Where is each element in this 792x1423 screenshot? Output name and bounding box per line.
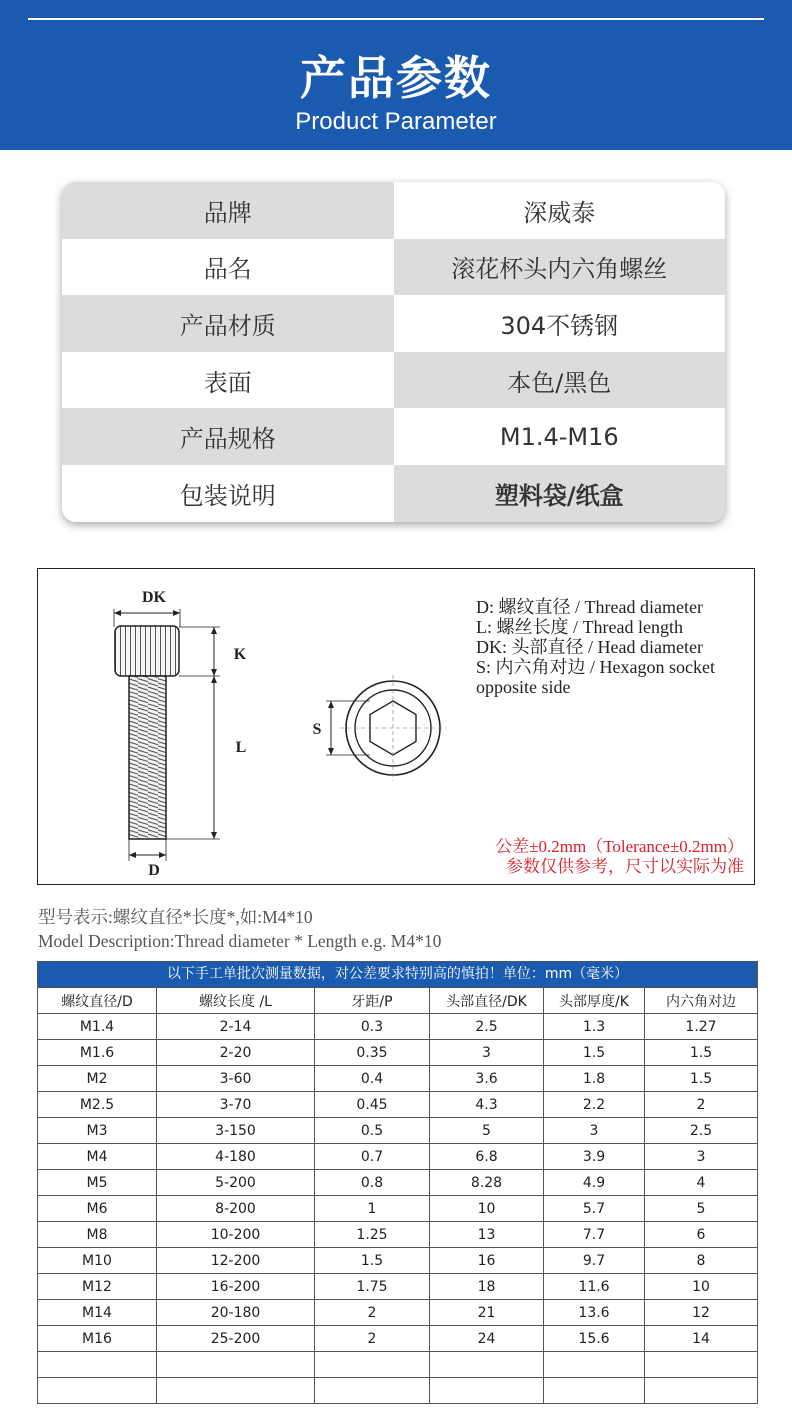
param-row xyxy=(62,295,725,352)
s-label: S xyxy=(312,721,322,738)
table-cell xyxy=(645,1352,758,1378)
table-cell: 1.25 xyxy=(315,1222,430,1248)
table-cell: 10 xyxy=(430,1196,544,1222)
table-cell: 3 xyxy=(544,1118,645,1144)
legend-line: DK: 头部直径 / Head diameter xyxy=(476,637,703,657)
param-value: 塑料袋/纸盒 xyxy=(394,465,726,522)
spec-table xyxy=(37,961,758,1404)
table-cell: 14 xyxy=(645,1326,758,1352)
table-cell: 2-14 xyxy=(157,1014,315,1040)
legend-line: opposite side xyxy=(476,677,571,697)
table-cell: 3-60 xyxy=(157,1066,315,1092)
k-label: K xyxy=(233,646,247,663)
spec-column-header: 螺纹长度 /L xyxy=(157,988,315,1014)
reference-note: 参数仅供参考，尺寸以实际为准 xyxy=(506,857,744,876)
spec-column-header: 头部厚度/K xyxy=(544,988,645,1014)
table-row xyxy=(38,1248,758,1274)
page-title: 产品参数 xyxy=(300,51,492,105)
table-row xyxy=(38,1066,758,1092)
spec-column-header: 牙距/P xyxy=(315,988,430,1014)
table-cell: 4 xyxy=(645,1170,758,1196)
table-cell: M2.5 xyxy=(38,1092,157,1118)
table-cell: 1.8 xyxy=(544,1066,645,1092)
table-cell: 13.6 xyxy=(544,1300,645,1326)
table-cell: 3 xyxy=(645,1144,758,1170)
table-cell xyxy=(544,1352,645,1378)
table-cell: 18 xyxy=(430,1274,544,1300)
table-cell: 3-70 xyxy=(157,1092,315,1118)
tolerance-note xyxy=(495,837,744,877)
table-cell: M10 xyxy=(38,1248,157,1274)
legend-line: L: 螺丝长度 / Thread length xyxy=(476,617,683,637)
param-label: 产品规格 xyxy=(62,408,394,465)
table-cell: 3.6 xyxy=(430,1066,544,1092)
table-cell: 2 xyxy=(315,1326,430,1352)
table-cell: 2-20 xyxy=(157,1040,315,1066)
table-row xyxy=(38,1378,758,1404)
table-cell: 5 xyxy=(645,1196,758,1222)
d-dimension xyxy=(129,839,166,861)
param-label: 品名 xyxy=(62,239,394,296)
k-dimension xyxy=(179,627,220,676)
header-banner xyxy=(0,0,792,150)
socket-top-view xyxy=(340,675,446,781)
dimension-diagram xyxy=(37,568,755,885)
param-row xyxy=(62,465,725,522)
table-cell xyxy=(157,1378,315,1404)
table-cell: 21 xyxy=(430,1300,544,1326)
table-row xyxy=(38,1014,758,1040)
table-cell: M1.4 xyxy=(38,1014,157,1040)
table-cell: M4 xyxy=(38,1144,157,1170)
param-value: 304不锈钢 xyxy=(394,295,726,352)
table-cell: M16 xyxy=(38,1326,157,1352)
table-cell: 15.6 xyxy=(544,1326,645,1352)
table-cell: 0.45 xyxy=(315,1092,430,1118)
table-cell: 1.5 xyxy=(645,1066,758,1092)
table-cell: 2.5 xyxy=(645,1118,758,1144)
table-cell: M1.6 xyxy=(38,1040,157,1066)
param-label: 品牌 xyxy=(62,182,394,239)
table-cell: 7.7 xyxy=(544,1222,645,1248)
table-cell xyxy=(315,1352,430,1378)
table-cell: M14 xyxy=(38,1300,157,1326)
table-cell: 1.75 xyxy=(315,1274,430,1300)
table-cell: 3.9 xyxy=(544,1144,645,1170)
table-cell: 16-200 xyxy=(157,1274,315,1300)
param-label: 表面 xyxy=(62,352,394,409)
table-cell: 8 xyxy=(645,1248,758,1274)
spec-column-header: 螺纹直径/D xyxy=(38,988,157,1014)
table-cell: 5.7 xyxy=(544,1196,645,1222)
table-cell: 0.8 xyxy=(315,1170,430,1196)
table-cell: 8.28 xyxy=(430,1170,544,1196)
legend-line: S: 内六角对边 / Hexagon socket xyxy=(476,657,715,677)
table-cell: 2.2 xyxy=(544,1092,645,1118)
param-row xyxy=(62,408,725,465)
table-row xyxy=(38,1170,758,1196)
l-label: L xyxy=(235,739,247,756)
param-value: 本色/黑色 xyxy=(394,352,726,409)
table-cell: 2.5 xyxy=(430,1014,544,1040)
table-cell xyxy=(38,1352,157,1378)
table-cell xyxy=(430,1378,544,1404)
page-subtitle: Product Parameter xyxy=(295,108,497,135)
table-cell xyxy=(157,1352,315,1378)
table-cell: 12-200 xyxy=(157,1248,315,1274)
table-cell xyxy=(38,1378,157,1404)
param-row xyxy=(62,182,725,239)
table-cell: 10 xyxy=(645,1274,758,1300)
table-cell: M12 xyxy=(38,1274,157,1300)
legend-line: D: 螺纹直径 / Thread diameter xyxy=(476,597,703,617)
table-cell: 4.9 xyxy=(544,1170,645,1196)
table-cell: M2 xyxy=(38,1066,157,1092)
screw-head xyxy=(115,626,179,676)
l-dimension xyxy=(166,676,220,839)
table-cell: M8 xyxy=(38,1222,157,1248)
table-cell: 24 xyxy=(430,1326,544,1352)
table-cell: 3 xyxy=(430,1040,544,1066)
param-value: M1.4-M16 xyxy=(394,408,726,465)
table-cell: 4.3 xyxy=(430,1092,544,1118)
table-cell: 9.7 xyxy=(544,1248,645,1274)
table-cell: 25-200 xyxy=(157,1326,315,1352)
param-row xyxy=(62,239,725,296)
table-cell: M6 xyxy=(38,1196,157,1222)
param-label: 产品材质 xyxy=(62,295,394,352)
table-cell: 5-200 xyxy=(157,1170,315,1196)
table-cell: M5 xyxy=(38,1170,157,1196)
table-cell: 1 xyxy=(315,1196,430,1222)
table-row xyxy=(38,1300,758,1326)
table-cell: 0.7 xyxy=(315,1144,430,1170)
table-cell: 0.4 xyxy=(315,1066,430,1092)
model-description-cn: 型号表示:螺纹直径*长度*,如:M4*10 xyxy=(38,907,313,927)
diagram-legend xyxy=(476,597,756,697)
param-value: 滚花杯头内六角螺丝 xyxy=(394,239,726,296)
table-cell: 12 xyxy=(645,1300,758,1326)
model-description xyxy=(38,905,441,953)
table-row xyxy=(38,1274,758,1300)
d-label: D xyxy=(148,862,160,879)
header-rule xyxy=(28,18,764,20)
spec-table-body xyxy=(38,1014,758,1404)
table-cell: 10-200 xyxy=(157,1222,315,1248)
spec-column-header: 头部直径/DK xyxy=(430,988,544,1014)
table-cell: 6.8 xyxy=(430,1144,544,1170)
table-cell: 1.5 xyxy=(315,1248,430,1274)
table-cell: 0.35 xyxy=(315,1040,430,1066)
screw-shank xyxy=(129,676,166,839)
table-cell xyxy=(315,1378,430,1404)
table-cell: 3-150 xyxy=(157,1118,315,1144)
model-description-en: Model Description:Thread diameter * Length e.g. M4*10 xyxy=(38,931,442,951)
table-cell: 1.5 xyxy=(645,1040,758,1066)
spec-header-row xyxy=(38,988,758,1014)
table-cell: 20-180 xyxy=(157,1300,315,1326)
table-cell: 4-180 xyxy=(157,1144,315,1170)
table-cell: 0.3 xyxy=(315,1014,430,1040)
table-cell: 1.27 xyxy=(645,1014,758,1040)
param-label: 包装说明 xyxy=(62,465,394,522)
table-cell: 16 xyxy=(430,1248,544,1274)
table-row xyxy=(38,1196,758,1222)
table-cell: 8-200 xyxy=(157,1196,315,1222)
table-row xyxy=(38,1092,758,1118)
table-row xyxy=(38,1222,758,1248)
table-cell: 6 xyxy=(645,1222,758,1248)
table-row xyxy=(38,1326,758,1352)
spec-column-header: 内六角对边 xyxy=(645,988,758,1014)
spec-table-caption: 以下手工单批次测量数据，对公差要求特别高的慎拍！单位：mm（毫米） xyxy=(37,961,758,987)
dk-label: DK xyxy=(142,589,166,606)
table-row xyxy=(38,1144,758,1170)
table-cell: 0.5 xyxy=(315,1118,430,1144)
parameter-card xyxy=(62,182,725,522)
table-row xyxy=(38,1118,758,1144)
table-cell xyxy=(645,1378,758,1404)
table-row xyxy=(38,1352,758,1378)
table-cell: 1.3 xyxy=(544,1014,645,1040)
table-cell xyxy=(544,1378,645,1404)
tolerance-text: 公差±0.2mm（Tolerance±0.2mm） xyxy=(495,837,744,856)
table-cell: M3 xyxy=(38,1118,157,1144)
param-row xyxy=(62,352,725,409)
table-cell: 11.6 xyxy=(544,1274,645,1300)
dk-dimension xyxy=(114,609,180,627)
table-cell: 2 xyxy=(315,1300,430,1326)
param-value: 深威泰 xyxy=(394,182,726,239)
table-cell: 1.5 xyxy=(544,1040,645,1066)
table-cell: 13 xyxy=(430,1222,544,1248)
table-cell xyxy=(430,1352,544,1378)
table-row xyxy=(38,1040,758,1066)
table-cell: 5 xyxy=(430,1118,544,1144)
table-cell: 2 xyxy=(645,1092,758,1118)
